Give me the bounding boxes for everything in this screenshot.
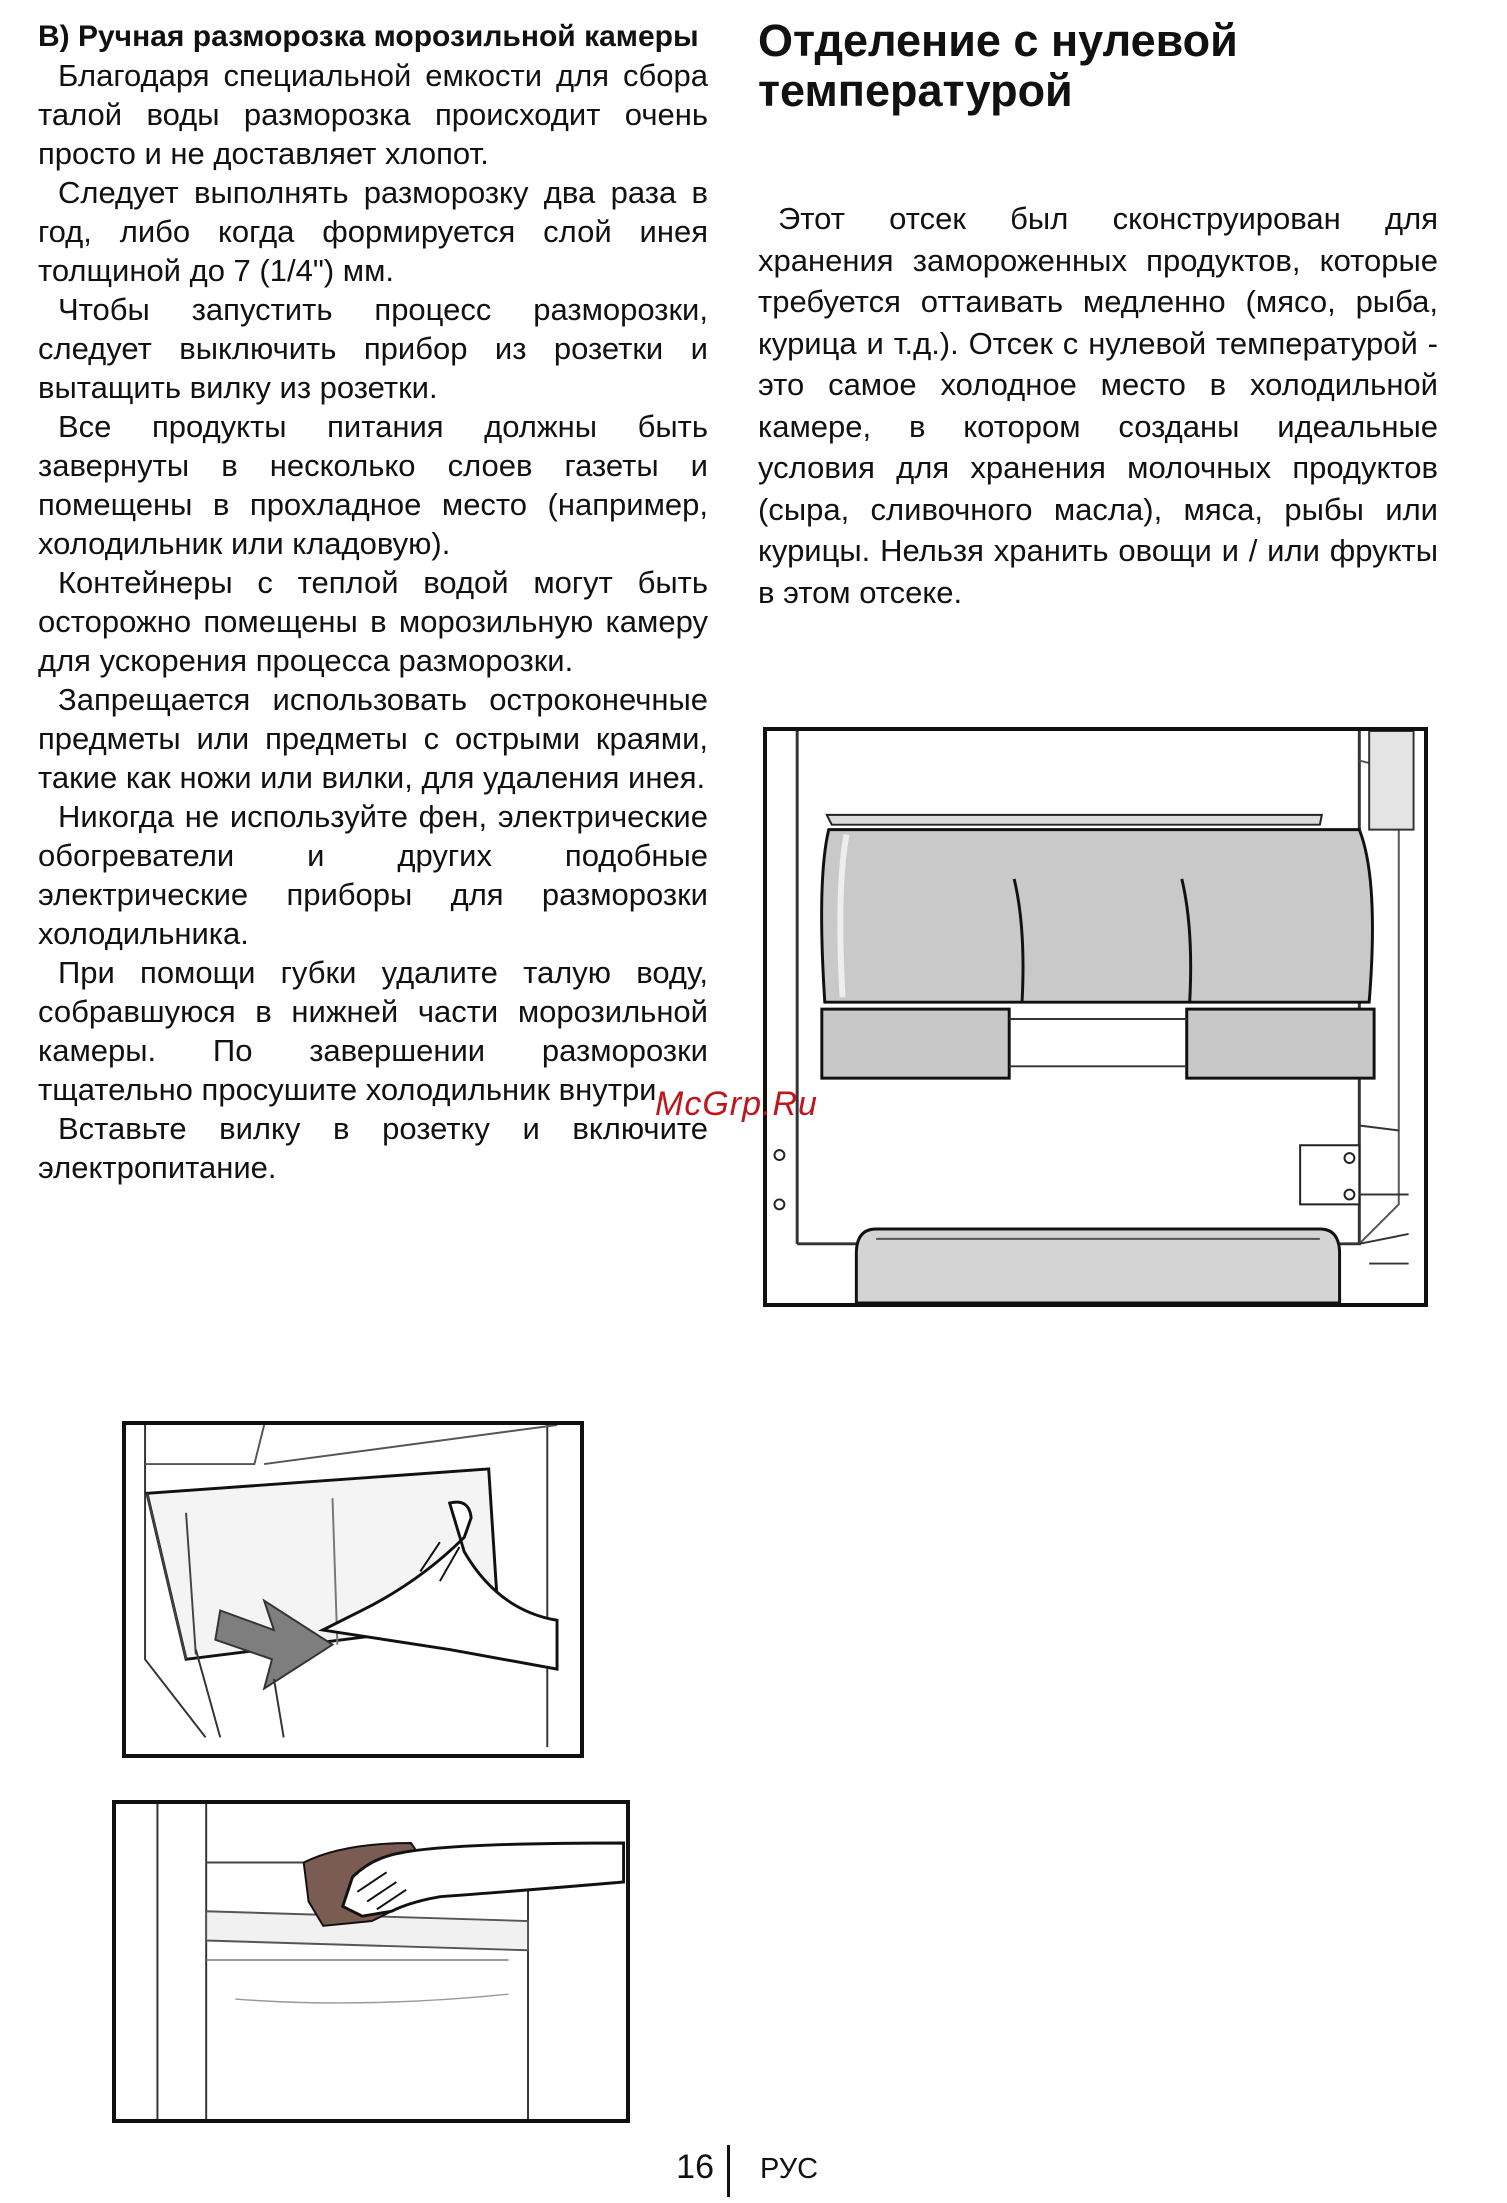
chill-compartment-illustration (763, 727, 1428, 1307)
zero-compartment-section (758, 16, 1438, 613)
watermark: McGrp.Ru (655, 1085, 818, 1123)
defrost-paragraph: Благодаря специальной емкости для сбора талой воды разморозка происходит очень просто и не доставляет хлопот. (38, 58, 708, 171)
defrost-paragraph: При помощи губки удалите талую воду, собравшуюся в нижней части морозильной камеры. По завершении разморозки тщательно просушите холодильник внутри. (38, 955, 708, 1107)
defrost-heading: B) Ручная разморозка морозильной камеры (38, 20, 699, 53)
defrost-paragraph: Контейнеры с теплой водой могут быть осторожно помещены в морозильную камеру для ускорения процесса разморозки. (38, 565, 708, 678)
defrost-paragraph: Чтобы запустить процесс разморозки, следует выключить прибор из розетки и вытащить вилку из розетки. (38, 292, 708, 405)
defrost-paragraph: Запрещается использовать остроконечные предметы или предметы с острыми краями, такие как ножи или вилки, для удаления инея. (38, 682, 708, 795)
defrost-paragraph: Следует выполнять разморозку два раза в год, либо когда формируется слой инея толщиной до 7 (1/4") мм. (38, 175, 708, 288)
zero-compartment-paragraph: Этот отсек был сконструирован для хранения замороженных продуктов, которые требуется оттаивать медленно (мясо, рыба, курица и т.д.). Отсек с нулевой температурой - это самое холодное место в холодильной камере, в котором созданы идеальные условия для хранения молочных продуктов (сыра, сливочного масла), мяса, рыбы или курицы. Нельзя хранить овощи и / или фрукты в этом отсеке. (758, 201, 1438, 610)
drawer-removal-illustration (122, 1421, 584, 1758)
page-number: 16 (676, 2148, 714, 2186)
defrost-paragraph: Вставьте вилку в розетку и включите электропитание. (38, 1111, 708, 1185)
page-footer (0, 2145, 1507, 2195)
defrost-paragraph: Никогда не используйте фен, электрические обогреватели и других подобные электрические приборы для разморозки холодильника. (38, 799, 708, 951)
footer-language: РУС (760, 2153, 819, 2185)
footer-divider (727, 2145, 730, 2197)
wiping-illustration (112, 1800, 630, 2123)
defrost-section (38, 18, 708, 1187)
defrost-paragraph: Все продукты питания должны быть завернуты в несколько слоев газеты и помещены в прохладное место (например, холодильник или кладовую). (38, 409, 708, 561)
zero-compartment-title: Отделение с нулевой температурой (758, 15, 1238, 116)
